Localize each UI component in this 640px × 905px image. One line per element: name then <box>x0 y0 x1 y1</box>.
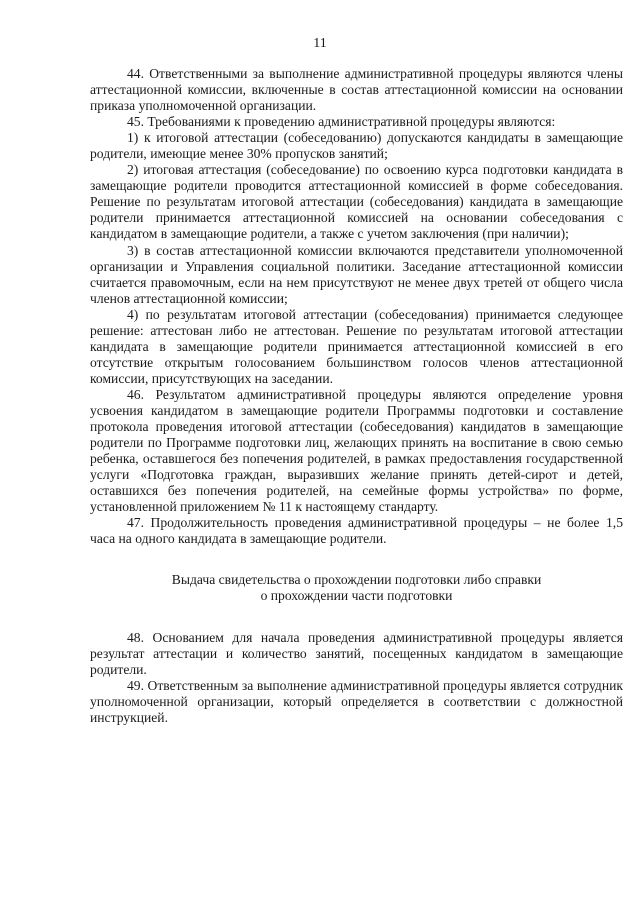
paragraph-44: 44. Ответственными за выполнение административной процедуры являются члены аттестационной комиссии, включенные в состав аттестационной комиссии на основании приказа уполномоченной организации. <box>90 66 623 114</box>
paragraph-48: 48. Основанием для начала проведения административной процедуры является результат аттестации и количество занятий, посещенных кандидатом в замещающие родители. <box>90 629 623 677</box>
paragraph-45-item-1: 1) к итоговой аттестации (собеседованию) допускаются кандидаты в замещающие родители, имеющие менее 30% пропусков занятий; <box>90 130 623 162</box>
section-title-line-1: Выдача свидетельства о прохождении подготовки либо справки <box>171 572 542 588</box>
paragraph-45-item-2: 2) итоговая аттестация (собеседование) по освоению курса подготовки кандидата в замещающие родители проводится аттестационной комиссией в форме собеседования. Решение по результатам итоговой аттестации (собеседования) кандидата в замещающие родители принимается аттестационной комиссией на основании собеседования с кандидатом в замещающие родители, а также с учетом заключения (при наличии); <box>90 162 623 242</box>
paragraph-49: 49. Ответственным за выполнение административной процедуры является сотрудник уполномоченной организации, который определяется в соответствии с должностной инструкцией. <box>90 677 623 725</box>
paragraph-45: 45. Требованиями к проведению административной процедуры являются: <box>127 114 556 130</box>
section-title <box>90 547 623 629</box>
paragraph-45-item-4: 4) по результатам итоговой аттестации (собеседования) принимается следующее решение: аттестован либо не аттестован. Решение по результатам итоговой аттестации кандидата в замещающие родители принимается аттестационной комиссией в его отсутствие открытым голосованием большинством голосов членов аттестационной комиссии, присутствующих на заседании. <box>90 306 623 386</box>
paragraph-45-item-3: 3) в состав аттестационной комиссии включаются представители уполномоченной организации и Управления социальной политики. Заседание аттестационной комиссии считается правомочным, если на нем присутствуют не менее двух третей от общего числа членов аттестационной комиссии; <box>90 242 623 306</box>
paragraph-46: 46. Результатом административной процедуры являются определение уровня усвоения кандидатом в замещающие родители Программы подготовки и составление протокола проведения итоговой аттестации (собеседования) кандидатов в замещающие родители по Программе подготовки лиц, желающих принять на воспитание в свою семью ребенка, оставшегося без попечения родителей, в рамках предоставления государственной услуги «Подготовка граждан, выразивших желание принять детей-сирот и детей, оставшихся без попечения родителей, на семейные формы устройства» по форме, установленной приложением № 11 к настоящему стандарту. <box>90 386 623 515</box>
page-number: 11 <box>313 36 327 51</box>
section-title-line-2: о прохождении части подготовки <box>260 588 453 604</box>
paragraph-47: 47. Продолжительность проведения административной процедуры – не более 1,5 часа на одного кандидата в замещающие родители. <box>90 515 623 547</box>
document-body <box>90 66 623 726</box>
